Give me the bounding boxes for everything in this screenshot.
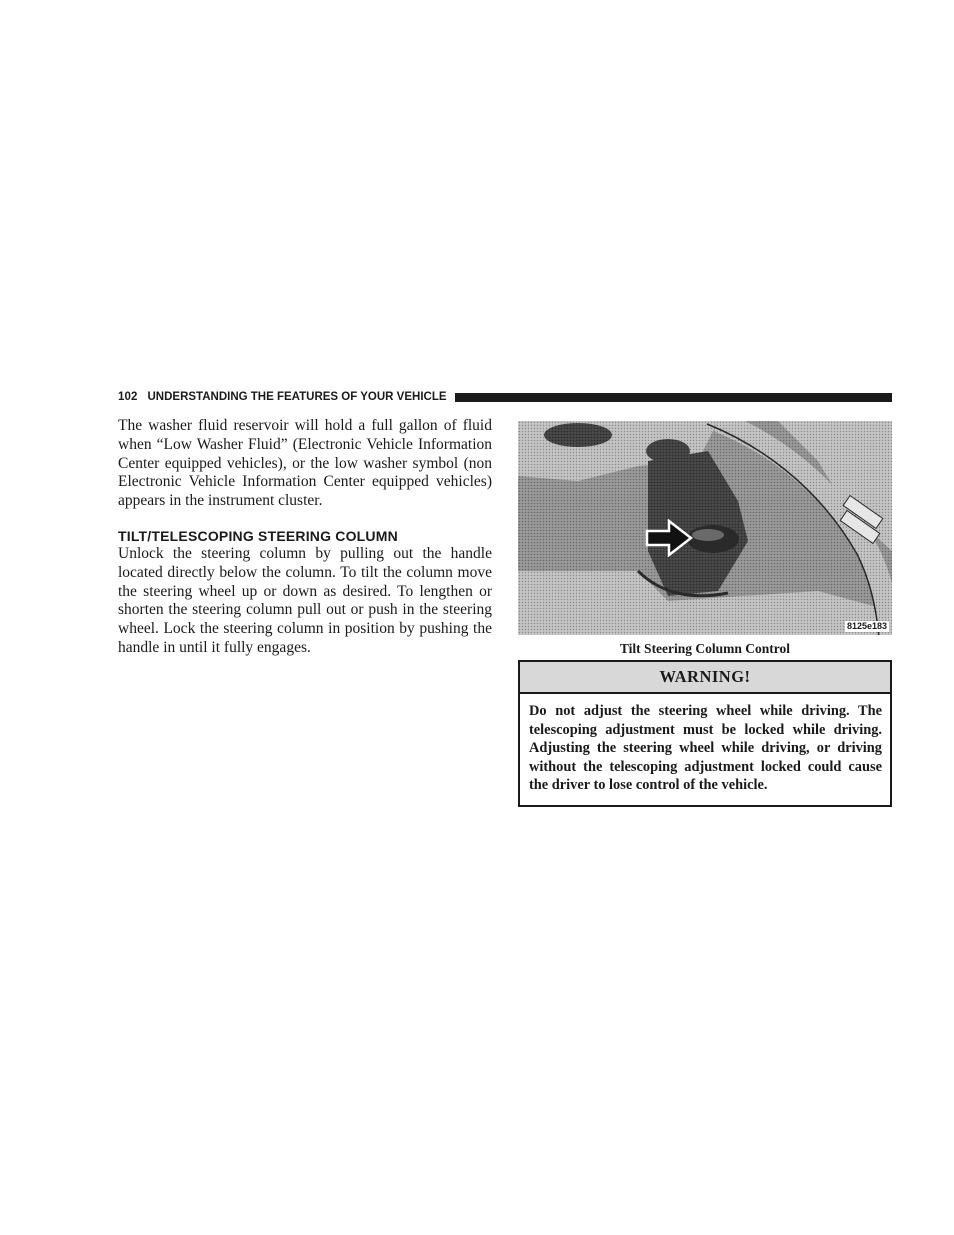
steering-column-photo	[518, 421, 892, 635]
figure-caption: Tilt Steering Column Control	[619, 641, 791, 656]
figure-code: 8125e183	[846, 621, 887, 631]
intro-paragraph: The washer fluid reservoir will hold a full gallon of fluid when “Low Washer Fluid” (Electronic Vehicle Information Center equipped vehicles), or the low washer symbol (non Electronic Vehicle Information Center equipped vehicles) appears in the instrument cluster.	[118, 417, 492, 510]
steering-column-illustration	[518, 421, 892, 635]
right-arrow-icon	[645, 519, 693, 557]
section-title: UNDERSTANDING THE FEATURES OF YOUR VEHICLE	[147, 391, 447, 403]
body-paragraph: Unlock the steering column by pulling out the handle located directly below the column. To tilt the column move the steering wheel up or down as desired. To lengthen or shorten the steering column pull out or push in the steering wheel. Lock the steering column in position by pushing the handle in until it fully engages.	[118, 544, 492, 656]
warning-text: Do not adjust the steering wheel while driving. The telescoping adjustment must be locked while driving. Adjusting the steering wheel while driving, or driving without the telescoping adjustment locked could cause the driver to lose control of the vehicle.	[529, 703, 882, 794]
left-column	[118, 417, 492, 658]
page-header	[118, 389, 892, 405]
header-rule	[455, 393, 892, 402]
section-heading: TILT/TELESCOPING STEERING COLUMN	[118, 527, 398, 544]
warning-box	[518, 660, 892, 807]
page-number: 102	[118, 391, 138, 403]
warning-title: WARNING!	[520, 662, 890, 694]
